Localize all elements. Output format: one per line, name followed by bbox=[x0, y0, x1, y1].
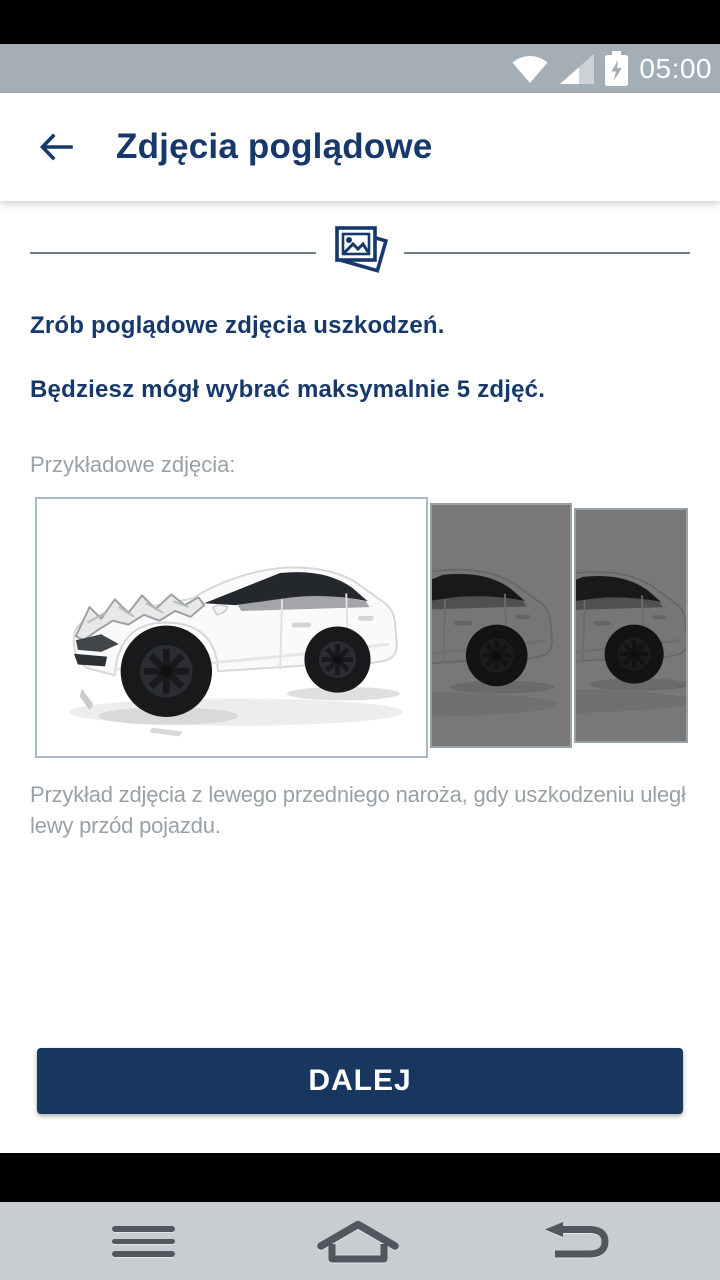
examples-label: Przykładowe zdjęcia: bbox=[30, 452, 236, 477]
android-nav-bar bbox=[0, 1202, 720, 1280]
dim-overlay bbox=[432, 505, 570, 746]
gallery-item-next-1[interactable] bbox=[430, 503, 572, 748]
arrow-left-icon bbox=[39, 132, 73, 162]
page-title: Zdjęcia poglądowe bbox=[116, 127, 433, 166]
photos-stack-icon bbox=[332, 223, 388, 283]
divider-line-right bbox=[404, 252, 690, 254]
instruction-heading-1: Zrób poglądowe zdjęcia uszkodzeń. bbox=[30, 312, 445, 339]
battery-charging-icon bbox=[605, 51, 628, 86]
menu-icon bbox=[112, 1226, 175, 1257]
gallery-item-next-2[interactable] bbox=[574, 508, 688, 743]
wifi-icon bbox=[511, 54, 549, 84]
bottom-black-bezel bbox=[0, 1153, 720, 1202]
home-icon bbox=[316, 1219, 400, 1265]
divider-line-left bbox=[30, 252, 316, 254]
dim-overlay bbox=[576, 510, 686, 741]
damaged-car-photo bbox=[37, 499, 426, 756]
gallery-item-active-damaged-car[interactable] bbox=[35, 497, 428, 758]
example-caption: Przykład zdjęcia z lewego przedniego naroża, gdy uszkodzeniu uległ lewy przód pojazdu. bbox=[30, 782, 686, 838]
nav-home-button[interactable] bbox=[316, 1219, 400, 1268]
back-button[interactable] bbox=[38, 129, 74, 165]
example-photos-gallery bbox=[30, 497, 720, 762]
nav-back-button[interactable] bbox=[536, 1222, 616, 1265]
next-button[interactable]: DALEJ bbox=[37, 1048, 683, 1114]
app-bar bbox=[0, 93, 720, 201]
back-icon bbox=[536, 1222, 616, 1262]
top-black-bezel bbox=[0, 0, 720, 44]
signal-icon bbox=[560, 54, 594, 84]
section-divider bbox=[30, 222, 690, 284]
nav-menu-button[interactable] bbox=[112, 1226, 175, 1256]
status-time: 05:00 bbox=[639, 52, 712, 84]
status-bar bbox=[0, 44, 720, 93]
instruction-heading-2: Będziesz mógł wybrać maksymalnie 5 zdjęć. bbox=[30, 376, 546, 403]
